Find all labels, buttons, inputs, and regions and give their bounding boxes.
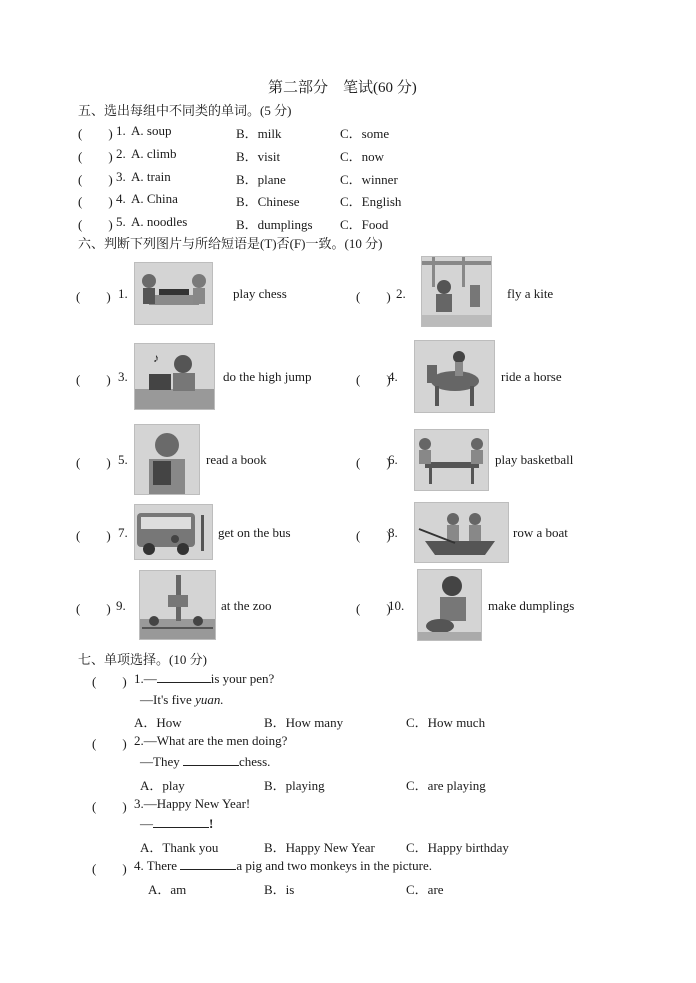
item-number: 5.: [118, 452, 128, 467]
option-a: A. noodles: [131, 214, 188, 229]
answer-paren[interactable]: ( ): [92, 736, 127, 751]
answer-paren[interactable]: ( ): [76, 372, 111, 387]
phrase: row a boat: [513, 525, 568, 540]
answer-blank[interactable]: [183, 754, 239, 766]
answer-paren[interactable]: ( ): [76, 455, 111, 470]
item-number: 6.: [388, 452, 398, 467]
phrase: fly a kite: [507, 286, 554, 301]
option-c: C．are playing: [406, 778, 486, 793]
option-c: C．now: [340, 149, 385, 164]
question-1: 1.— is your pen?: [134, 671, 275, 686]
answer-paren[interactable]: ( ): [92, 861, 127, 876]
answer-paren[interactable]: ( ): [78, 194, 113, 209]
question-2: 2.—What are the men doing?: [134, 733, 288, 748]
item-number: 7.: [118, 525, 128, 540]
option-c: C．Food: [340, 217, 389, 232]
section7-heading: 七、单项选择。(10 分): [78, 652, 207, 667]
phrase: play basketball: [495, 452, 574, 467]
answer-blank[interactable]: [153, 816, 209, 828]
option-c: C．Happy birthday: [406, 840, 509, 855]
boat-picture: [414, 502, 509, 563]
page-title: 第二部分 笔试(60 分): [268, 80, 417, 96]
svg-text:♪: ♪: [153, 351, 159, 365]
item-number: 2.: [116, 146, 126, 161]
answer-paren[interactable]: ( ): [92, 674, 127, 689]
answer-paren[interactable]: ( ): [76, 601, 111, 616]
item-number: 4.: [388, 369, 398, 384]
item-number: 10.: [388, 598, 405, 613]
question-1-reply: —It's five yuan.: [140, 692, 224, 707]
question-4: 4. There a pig and two monkeys in the picture.: [134, 858, 433, 873]
phrase: ride a horse: [501, 369, 562, 384]
option-a: A. train: [131, 169, 171, 184]
question-2-reply: —They chess.: [140, 754, 271, 769]
item-number: 2.: [396, 286, 406, 301]
dumplings-picture: [417, 569, 482, 641]
item-number: 1.: [116, 123, 126, 138]
item-number: 4.: [116, 191, 126, 206]
section6-heading: 六、判断下列图片与所给短语是(T)否(F)一致。(10 分): [78, 236, 383, 251]
option-b: B．Chinese: [236, 194, 300, 209]
option-a: A. soup: [131, 123, 172, 138]
option-a: A．play: [140, 778, 185, 793]
option-a: A. China: [131, 191, 178, 206]
answer-paren[interactable]: ( ): [356, 289, 391, 304]
answer-blank[interactable]: [157, 671, 211, 683]
option-b: B．is: [264, 882, 295, 897]
option-b: B．visit: [236, 149, 281, 164]
item-number: 1.: [118, 286, 128, 301]
answer-paren[interactable]: ( ): [356, 528, 391, 543]
phrase: play chess: [233, 286, 287, 301]
phrase: at the zoo: [221, 598, 272, 613]
item-number: 5.: [116, 214, 126, 229]
music-picture: [134, 343, 215, 410]
pingpong-picture: [414, 429, 489, 491]
item-number: 3.: [116, 169, 126, 184]
answer-paren[interactable]: ( ): [78, 172, 113, 187]
answer-paren[interactable]: ( ): [92, 799, 127, 814]
option-b: B．milk: [236, 126, 282, 141]
item-number: 9.: [116, 598, 126, 613]
chess-picture: [134, 262, 213, 325]
option-b: B．How many: [264, 715, 344, 730]
answer-blank[interactable]: [180, 858, 236, 870]
kite-picture: [421, 256, 492, 327]
answer-paren[interactable]: ( ): [76, 528, 111, 543]
answer-paren[interactable]: ( ): [356, 455, 391, 470]
option-c: C．winner: [340, 172, 398, 187]
phrase: get on the bus: [218, 525, 291, 540]
option-c: C．are: [406, 882, 444, 897]
option-b: B．plane: [236, 172, 286, 187]
option-c: C．How much: [406, 715, 486, 730]
bus-picture: [134, 504, 213, 560]
item-number: 3.: [118, 369, 128, 384]
answer-paren[interactable]: ( ): [76, 289, 111, 304]
horse-picture: [414, 340, 495, 413]
item-number: 8.: [388, 525, 398, 540]
answer-paren[interactable]: ( ): [356, 601, 391, 616]
question-3: 3.—Happy New Year!: [134, 796, 251, 811]
book-picture: [134, 424, 200, 495]
answer-paren[interactable]: ( ): [78, 126, 113, 141]
answer-paren[interactable]: ( ): [78, 149, 113, 164]
question-3-reply: — !: [140, 816, 214, 831]
option-a: A．Thank you: [140, 840, 219, 855]
phrase: do the high jump: [223, 369, 312, 384]
phrase: make dumplings: [488, 598, 575, 613]
phrase: read a book: [206, 452, 267, 467]
option-c: C．some: [340, 126, 390, 141]
answer-paren[interactable]: ( ): [78, 217, 113, 232]
option-b: B．dumplings: [236, 217, 313, 232]
section5-heading: 五、选出每组中不同类的单词。(5 分): [78, 103, 292, 118]
option-b: B．Happy New Year: [264, 840, 375, 855]
option-c: C．English: [340, 194, 402, 209]
option-a: A．How: [134, 715, 182, 730]
zoo-picture: [139, 570, 216, 640]
option-b: B．playing: [264, 778, 325, 793]
option-a: A. climb: [131, 146, 177, 161]
option-a: A．am: [148, 882, 187, 897]
answer-paren[interactable]: ( ): [356, 372, 391, 387]
